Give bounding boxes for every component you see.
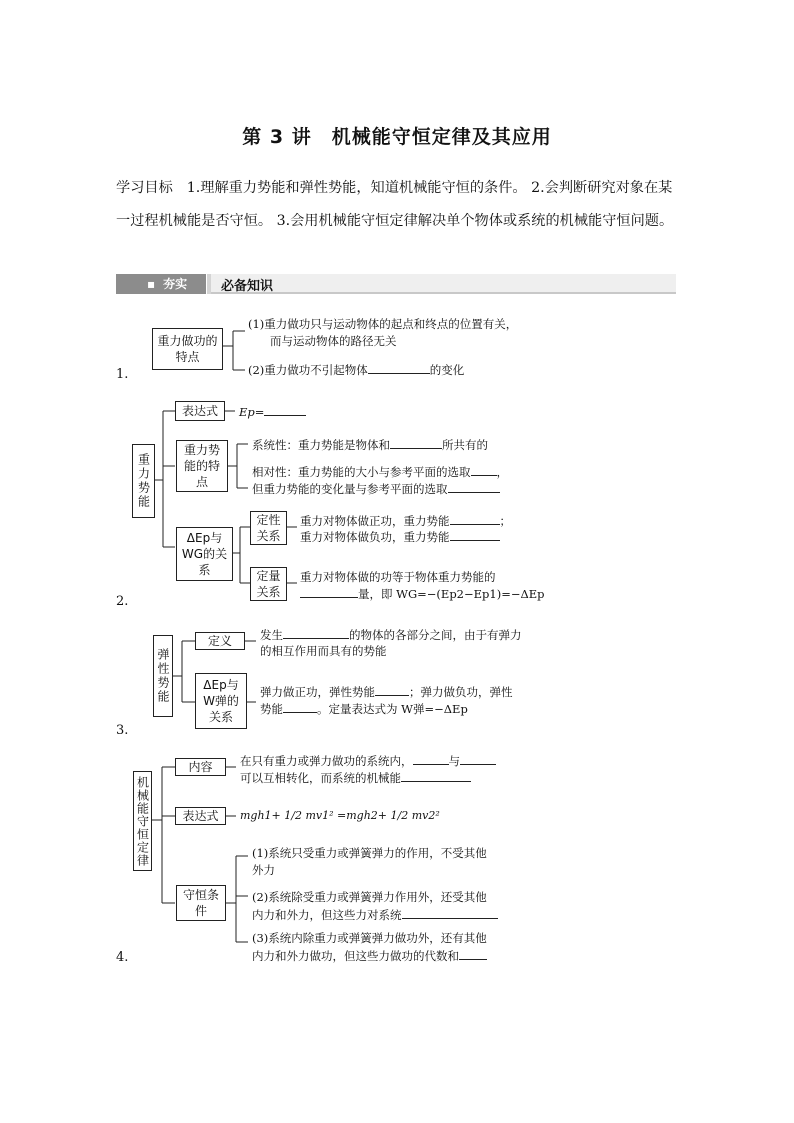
answer-blank	[402, 906, 498, 919]
r1-text: 弹力做正功，弹性势能	[260, 685, 375, 699]
answer-blank	[283, 700, 317, 713]
gravity-pe-expression	[239, 403, 306, 420]
answer-blank	[300, 585, 358, 598]
definition-box: 定义	[195, 632, 245, 650]
answer-blank	[375, 683, 409, 696]
c1-and: 与	[448, 754, 460, 768]
definition-line-2: 的相互作用而具有的势能	[260, 644, 387, 658]
condition-1-line-2: 外力	[252, 863, 275, 877]
item-number-1: 1.	[116, 367, 129, 382]
c2-text: 可以互相转化，而系统的机械能	[240, 771, 401, 785]
n2-text: 量，即 WG=−(Ep2−Ep1)=−ΔEp	[358, 587, 545, 601]
banner-left-label: 夯实	[163, 277, 188, 291]
r2-text: 势能	[260, 702, 283, 716]
quantitative-line-1: 重力对物体做的功等于物体重力势能的	[300, 570, 496, 584]
condition-2-line-2	[252, 906, 498, 923]
qualitative-box: 定性关系	[250, 511, 287, 545]
answer-blank	[283, 626, 349, 639]
k3-text: 内力和外力做功，但这些力做功的代数和	[252, 949, 459, 963]
systemic-feature	[252, 436, 488, 453]
law-expression-box: 表达式	[175, 807, 226, 825]
condition-3-line-1: (3)系统内除重力或弹簧弹力做功外，还有其他	[252, 931, 487, 945]
ep-expr: Ep=	[239, 405, 265, 419]
pe-features-box: 重力势能的特点	[176, 440, 228, 492]
answer-blank	[401, 769, 471, 782]
item-number-2: 2.	[116, 594, 129, 609]
answer-blank	[368, 361, 430, 374]
quantitative-box: 定量关系	[250, 567, 287, 601]
answer-blank	[450, 528, 500, 541]
rel-comma: ，	[496, 465, 508, 479]
content-box: 内容	[175, 758, 226, 776]
gravity-work-box: 重力做功的特点	[152, 328, 223, 370]
r1-suffix: ；弹力做负功，弹性	[409, 685, 513, 699]
relativity-feature-2	[252, 480, 500, 497]
elastic-pe-box: 弹性势能	[153, 635, 173, 717]
r2-suffix: 。定量表达式为 W弹=−ΔEp	[317, 702, 468, 716]
answer-blank	[448, 480, 500, 493]
elastic-line-2	[260, 700, 468, 717]
condition-1-line-1: (1)系统只受重力或弹簧弹力的作用，不受其他	[252, 846, 487, 860]
qualitative-line-1	[300, 512, 511, 529]
s1-point-a1: (1)重力做功只与运动物体的起点和终点的位置有关，	[248, 317, 518, 331]
relativity-feature	[252, 463, 508, 480]
conditions-box: 守恒条件	[176, 885, 226, 921]
page-title: 第 3 讲 机械能守恒定律及其应用	[242, 126, 552, 148]
answer-blank	[460, 752, 496, 765]
sys-suffix: 所共有的	[442, 438, 488, 452]
item-number-3: 3.	[116, 723, 129, 738]
answer-blank	[390, 436, 442, 449]
content-line-2	[240, 769, 471, 786]
gravity-pe-box: 重力势能	[132, 444, 155, 518]
c1-text: 在只有重力或弹力做功的系统内，	[240, 754, 413, 768]
energy-equation: mgh1+ 1/2 mv1² =mgh2+ 1/2 mv2²	[240, 809, 440, 822]
q2-text: 重力对物体做负功，重力势能	[300, 530, 450, 544]
quantitative-line-2	[300, 585, 545, 602]
condition-2-line-1: (2)系统除受重力或弹簧弹力作用外，还受其他	[252, 890, 487, 904]
s1-b-text: (2)重力做功不引起物体	[248, 363, 368, 377]
condition-3-line-2	[252, 947, 487, 964]
delta-ep-wg-box: ΔEp与WG的关系	[176, 527, 233, 581]
rel-text-2: 但重力势能的变化量与参考平面的选取	[252, 482, 448, 496]
answer-blank	[450, 512, 500, 525]
goals-label: 学习目标	[116, 180, 173, 196]
banner-right-label: 必备知识	[221, 279, 274, 294]
conservation-law-box: 机械能守恒定律	[133, 771, 152, 871]
d1-prefix: 发生	[260, 628, 283, 642]
elastic-line-1	[260, 683, 513, 700]
content-line-1	[240, 752, 496, 769]
delta-ep-w-elastic-box: ΔEp与W弹的关系	[195, 673, 247, 729]
answer-blank	[264, 403, 306, 416]
q1-text: 重力对物体做正功，重力势能	[300, 514, 450, 528]
d1-text: 的物体的各部分之间，由于有弹力	[349, 628, 522, 642]
rel-text: 相对性：重力势能的大小与参考平面的选取	[252, 465, 471, 479]
definition-line-1	[260, 626, 522, 643]
s1-b-suffix: 的变化	[429, 363, 465, 377]
bullet-icon: ▪	[147, 277, 156, 291]
goals-text: 1.理解重力势能和弹性势能，知道机械能守恒的条件。 2.会判断研究对象在某一过程机械能是否守恒。 3.会用机械能守恒定律解决单个物体或系统的机械能守恒问题。	[116, 180, 674, 229]
answer-blank	[413, 752, 449, 765]
s1-point-a2: 而与运动物体的路径无关	[270, 334, 397, 348]
answer-blank	[471, 463, 497, 476]
expression-box: 表达式	[175, 401, 225, 421]
s1-point-b	[248, 361, 464, 378]
qualitative-line-2	[300, 528, 500, 545]
item-number-4: 4.	[116, 950, 129, 965]
sys-text: 系统性：重力势能是物体和	[252, 438, 390, 452]
answer-blank	[459, 947, 487, 960]
k2-text: 内力和外力，但这些力对系统	[252, 908, 402, 922]
q1-suffix: ；	[499, 514, 511, 528]
